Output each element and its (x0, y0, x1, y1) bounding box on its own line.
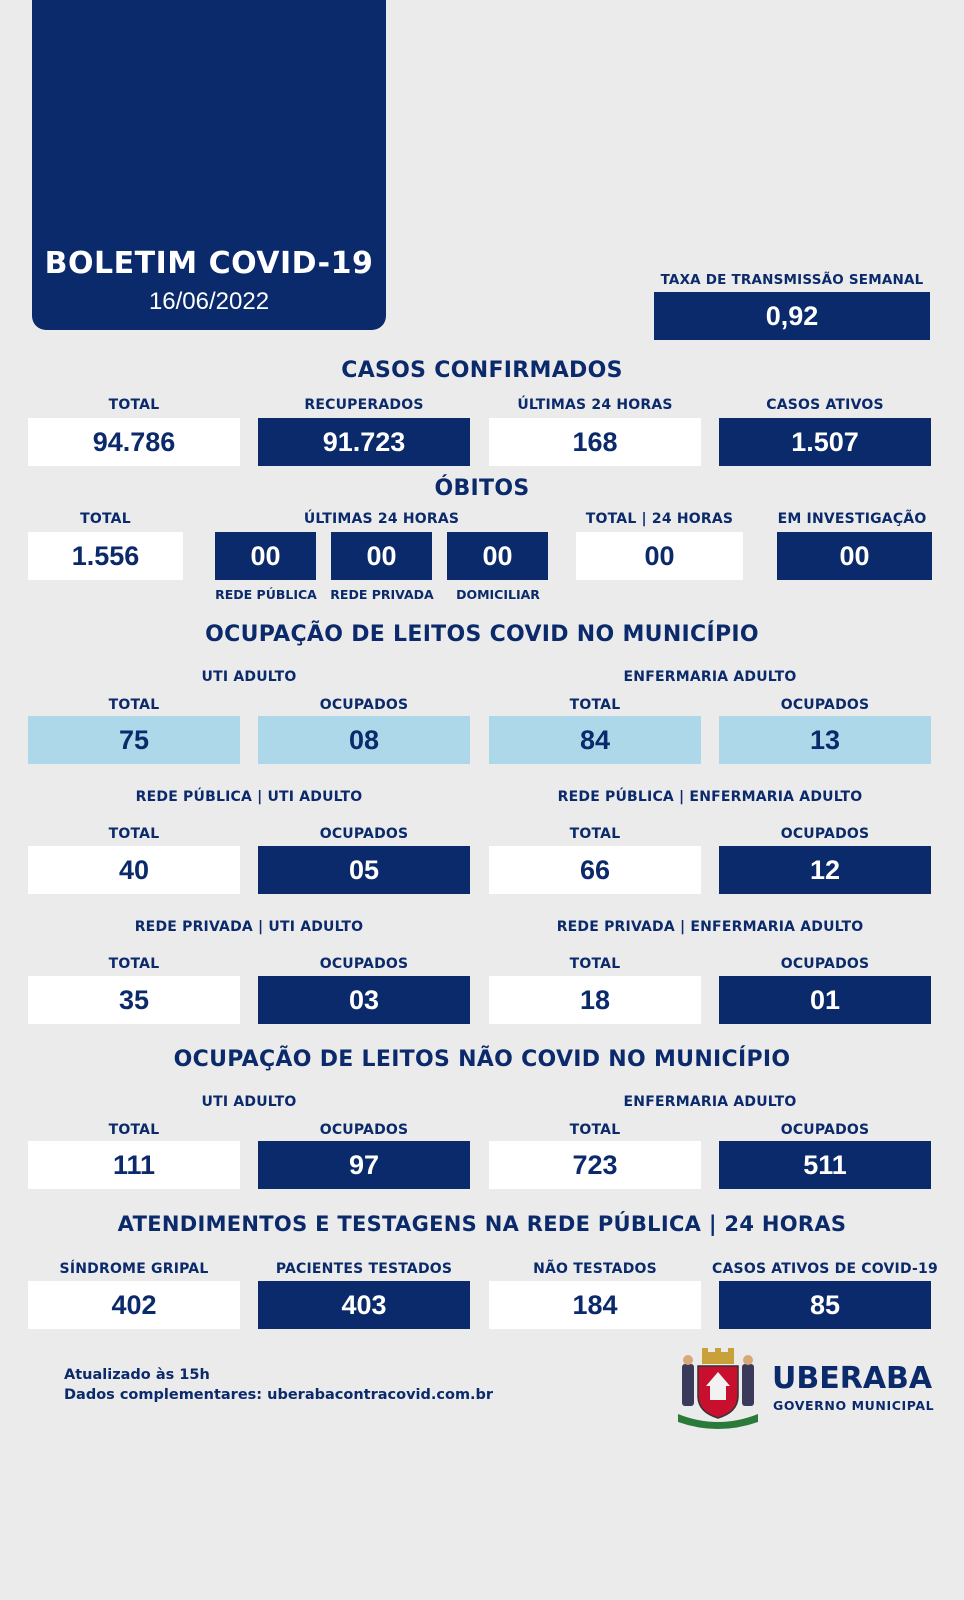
non-covid-uti-total-value: 111 (28, 1141, 240, 1189)
cases-total-label: TOTAL (108, 397, 160, 413)
cases-total-value: 94.786 (28, 418, 240, 466)
public-enf-total-value: 66 (489, 846, 701, 894)
bulletin-header (32, 0, 386, 330)
brand-name: UBERABA (772, 1361, 933, 1396)
private-enf-total-label: TOTAL (569, 956, 621, 972)
deaths-public-label: REDE PÚBLICA (215, 587, 317, 602)
cases-24h-value: 168 (489, 418, 701, 466)
public-uti-occupied-value: 05 (258, 846, 470, 894)
bulletin-date: 16/06/2022 (148, 288, 270, 315)
transmission-rate-value: 0,92 (654, 292, 930, 340)
public-uti-label: REDE PÚBLICA | UTI ADULTO (135, 789, 363, 805)
updated-text: Atualizado às 15h (64, 1367, 210, 1383)
non-covid-uti-occupied-label: OCUPADOS (319, 1122, 409, 1138)
public-enf-occupied-label: OCUPADOS (780, 826, 870, 842)
deaths-investigation-value: 00 (777, 532, 932, 580)
covid-uti-label: UTI ADULTO (201, 669, 297, 685)
tested-patients-label: PACIENTES TESTADOS (275, 1261, 453, 1277)
covid-enf-occupied-value: 13 (719, 716, 931, 764)
deaths-24h-label: ÚLTIMAS 24 HORAS (303, 511, 460, 527)
non-covid-enf-total-value: 723 (489, 1141, 701, 1189)
brand-subtitle: GOVERNO MUNICIPAL (773, 1398, 935, 1413)
public-enf-label: REDE PÚBLICA | ENFERMARIA ADULTO (557, 789, 863, 805)
covid-enf-label: ENFERMARIA ADULTO (623, 669, 797, 685)
public-enf-total-label: TOTAL (569, 826, 621, 842)
private-uti-occupied-label: OCUPADOS (319, 956, 409, 972)
city-coat-of-arms-icon (672, 1346, 764, 1430)
active-covid-label: CASOS ATIVOS DE COVID-19 (712, 1261, 938, 1277)
deaths-public-value: 00 (215, 532, 316, 580)
covid-enf-total-label: TOTAL (569, 697, 621, 713)
complementary-data-text: Dados complementares: uberabacontracovid.com.br (64, 1387, 494, 1403)
private-uti-total-label: TOTAL (108, 956, 160, 972)
deaths-home-value: 00 (447, 532, 548, 580)
cases-recovered-value: 91.723 (258, 418, 470, 466)
deaths-total24-label: TOTAL | 24 HORAS (585, 511, 734, 527)
not-tested-value: 184 (489, 1281, 701, 1329)
public-uti-total-value: 40 (28, 846, 240, 894)
deaths-private-value: 00 (331, 532, 432, 580)
bulletin-title: BOLETIM COVID-19 (44, 246, 374, 281)
deaths-total-value: 1.556 (28, 532, 183, 580)
deaths-total24-value: 00 (576, 532, 743, 580)
cases-active-value: 1.507 (719, 418, 931, 466)
cases-active-label: CASOS ATIVOS (766, 397, 884, 413)
private-enf-occupied-value: 01 (719, 976, 931, 1024)
covid-enf-occupied-label: OCUPADOS (780, 697, 870, 713)
public-uti-occupied-label: OCUPADOS (319, 826, 409, 842)
non-covid-enf-occupied-label: OCUPADOS (780, 1122, 870, 1138)
private-enf-label: REDE PRIVADA | ENFERMARIA ADULTO (556, 919, 864, 935)
tested-patients-value: 403 (258, 1281, 470, 1329)
covid-uti-total-label: TOTAL (108, 697, 160, 713)
confirmed-cases-title: CASOS CONFIRMADOS (341, 358, 623, 383)
public-uti-total-label: TOTAL (108, 826, 160, 842)
transmission-rate-label: TAXA DE TRANSMISSÃO SEMANAL (660, 272, 924, 288)
active-covid-value: 85 (719, 1281, 931, 1329)
covid-enf-total-value: 84 (489, 716, 701, 764)
flu-syndrome-value: 402 (28, 1281, 240, 1329)
private-enf-occupied-label: OCUPADOS (780, 956, 870, 972)
public-enf-occupied-value: 12 (719, 846, 931, 894)
private-uti-label: REDE PRIVADA | UTI ADULTO (134, 919, 364, 935)
non-covid-uti-occupied-value: 97 (258, 1141, 470, 1189)
private-enf-total-value: 18 (489, 976, 701, 1024)
non-covid-beds-title: OCUPAÇÃO DE LEITOS NÃO COVID NO MUNICÍPIO (173, 1047, 791, 1072)
tests-title: ATENDIMENTOS E TESTAGENS NA REDE PÚBLICA | 24 HORAS (117, 1212, 847, 1236)
non-covid-enf-occupied-value: 511 (719, 1141, 931, 1189)
private-uti-occupied-value: 03 (258, 976, 470, 1024)
non-covid-uti-total-label: TOTAL (108, 1122, 160, 1138)
deaths-home-label: DOMICILIAR (456, 587, 540, 602)
covid-beds-title: OCUPAÇÃO DE LEITOS COVID NO MUNICÍPIO (205, 622, 759, 647)
deaths-private-label: REDE PRIVADA (330, 587, 434, 602)
non-covid-enf-total-label: TOTAL (569, 1122, 621, 1138)
non-covid-enf-label: ENFERMARIA ADULTO (623, 1094, 797, 1110)
deaths-total-label: TOTAL (80, 511, 131, 527)
cases-recovered-label: RECUPERADOS (304, 397, 424, 413)
private-uti-total-value: 35 (28, 976, 240, 1024)
deaths-investigation-label: EM INVESTIGAÇÃO (777, 511, 927, 527)
deaths-title: ÓBITOS (434, 476, 530, 501)
covid-uti-total-value: 75 (28, 716, 240, 764)
cases-24h-label: ÚLTIMAS 24 HORAS (517, 397, 673, 413)
not-tested-label: NÃO TESTADOS (533, 1261, 657, 1277)
flu-syndrome-label: SÍNDROME GRIPAL (59, 1261, 209, 1277)
non-covid-uti-label: UTI ADULTO (201, 1094, 297, 1110)
covid-uti-occupied-value: 08 (258, 716, 470, 764)
covid-uti-occupied-label: OCUPADOS (319, 697, 409, 713)
